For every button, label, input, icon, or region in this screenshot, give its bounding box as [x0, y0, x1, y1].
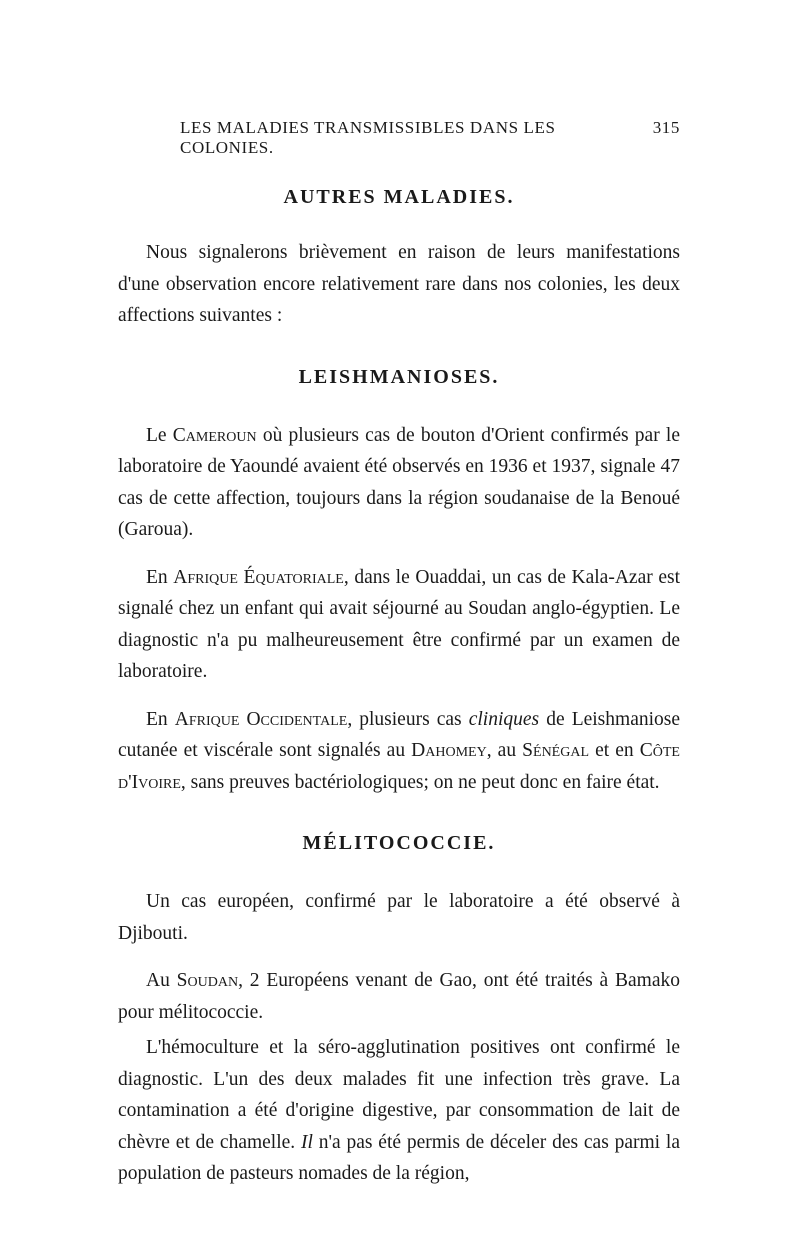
section-title-autres-maladies: AUTRES MALADIES.	[283, 186, 515, 208]
section-title-leishmanioses: LEISHMANIOSES.	[298, 365, 500, 388]
place-name-soudan: Soudan	[176, 970, 239, 991]
italic-cliniques: cliniques	[468, 708, 540, 730]
text-run: et en	[589, 740, 640, 761]
text-run: , plusieurs cas	[347, 708, 469, 730]
paragraph-afrique-equatoriale	[118, 562, 680, 688]
paragraph-hemoculture	[118, 1032, 680, 1190]
book-page	[118, 118, 680, 1190]
paragraph-afrique-occidentale	[118, 704, 680, 799]
running-title: LES MALADIES TRANSMISSIBLES DANS LES COLONIES.	[180, 118, 556, 157]
text-run: où plusieurs cas de bouton d'Orient confirmés par le laboratoire de Yaoundé avaient été observés en 1936 et 1937, signale 47 cas de cette affection, toujours dans la région soudanaise de la Benoué (Garoua).	[118, 424, 680, 540]
text-run: , 2 Européens venant de Gao, ont été traités à Bamako pour mélitococcie.	[118, 970, 680, 1023]
text-run: Au	[146, 970, 177, 991]
italic-il: Il	[300, 1131, 313, 1153]
place-name-dahomey: Dahomey	[411, 740, 487, 761]
place-name-cameroun: Cameroun	[172, 424, 257, 446]
place-name-senegal: Sénégal	[522, 740, 590, 761]
text-run: Un cas européen, confirmé par le laboratoire a été observé à Djibouti.	[118, 891, 680, 944]
paragraph-djibouti	[118, 886, 680, 949]
running-head	[118, 118, 680, 157]
text-run: En	[146, 708, 175, 730]
intro-text: Nous signalerons brièvement en raison de leurs manifestations d'une observation encore relativement rare dans nos colonies, les deux affections suivantes :	[118, 242, 680, 326]
text-run: de Leishmaniose cutanée et viscérale sont signalés au	[118, 708, 681, 761]
page-number: 315	[652, 118, 680, 137]
paragraph-soudan	[118, 965, 680, 1028]
place-name-cote-divoire: Côte d'Ivoire	[118, 740, 680, 793]
section-title-melitococcie: MÉLITOCOCCIE.	[302, 832, 496, 854]
paragraph-cameroun	[118, 420, 680, 546]
text-run: , dans le Ouaddai, un cas de Kala-Azar est signalé chez un enfant qui avait séjourné au Soudan anglo-égyptien. Le diagnostic n'a pu malheureusement être confirmé par un examen de laboratoire.	[118, 566, 680, 682]
text-run: Le	[146, 424, 173, 446]
text-run: L'hémoculture et la séro-agglutination positives ont confirmé le diagnostic. L'un des deux malades fit une infection très grave. La contamination a été d'origine digestive, par consommation de lait de chèvre et de chamelle.	[118, 1037, 680, 1153]
paragraph-intro	[118, 237, 680, 332]
text-run: n'a pas été permis de déceler des cas parmi la population de pasteurs nomades de la région,	[118, 1131, 680, 1184]
place-name-afrique-equatoriale: Afrique Équatoriale	[173, 566, 344, 588]
place-name-afrique-occidentale: Afrique Occidentale	[174, 708, 348, 730]
text-run: , au	[486, 740, 523, 761]
text-run: , sans preuves bactériologiques; on ne peut donc en faire état.	[180, 771, 660, 793]
text-run: En	[146, 566, 174, 588]
